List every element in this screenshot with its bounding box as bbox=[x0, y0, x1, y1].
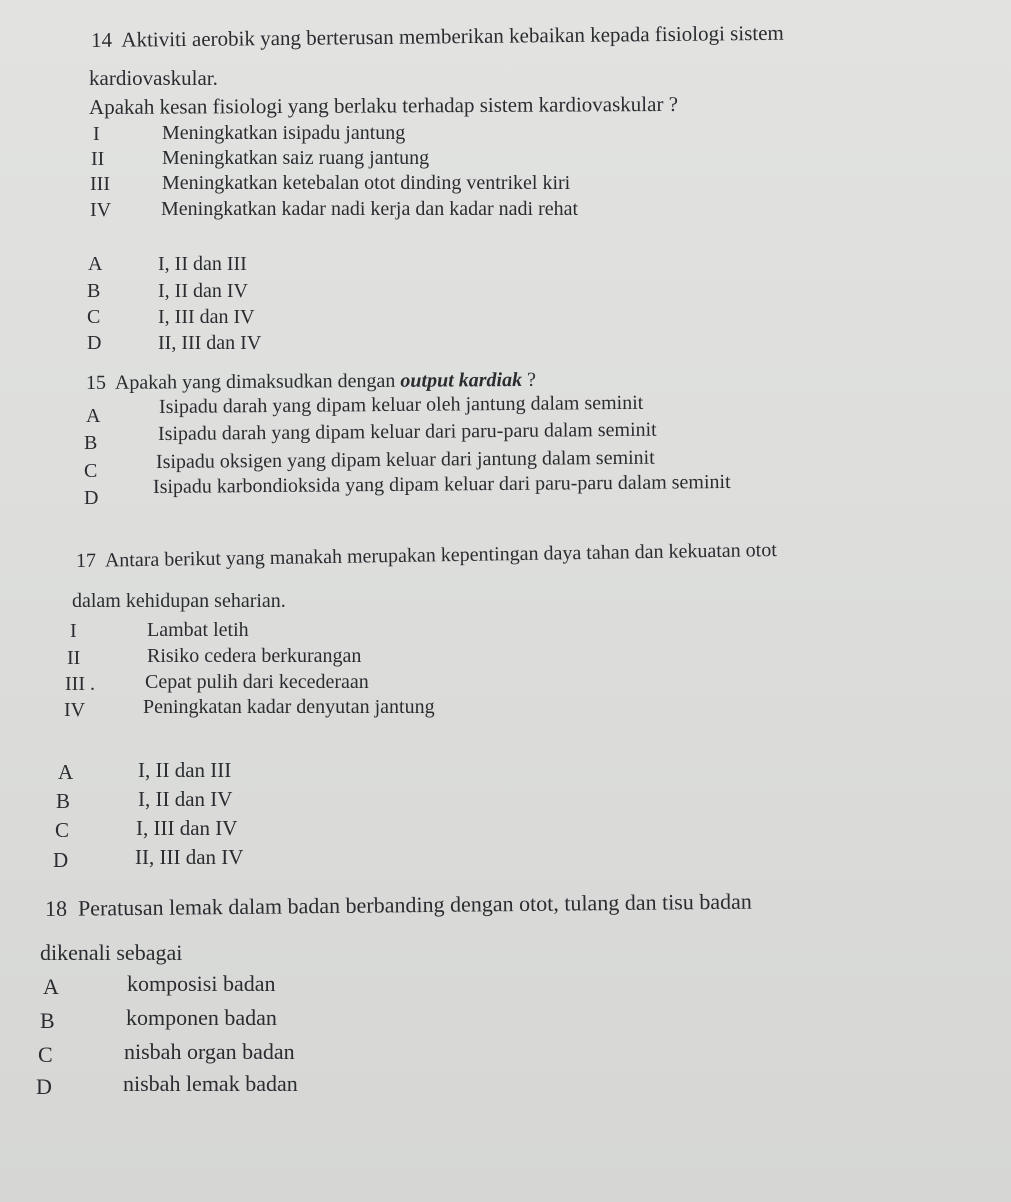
option-label: D bbox=[53, 848, 69, 872]
option-text: Isipadu darah yang dipam keluar dari paru-paru dalam seminit bbox=[157, 418, 657, 445]
option-text: I, II dan III bbox=[158, 253, 247, 275]
statement-label: II bbox=[91, 148, 105, 170]
question-14-stem-line-2: kardiovaskular. bbox=[89, 66, 218, 90]
question-stem-term: output kardiak bbox=[400, 368, 523, 392]
question-15-stem bbox=[86, 369, 536, 395]
option-label: B bbox=[40, 1008, 55, 1033]
question-stem-text: Aktiviti aerobik yang berterusan memberikan kebaikan kepada fisiologi sistem bbox=[121, 20, 784, 52]
statement-text: Risiko cedera berkurangan bbox=[147, 645, 362, 667]
option-label: A bbox=[58, 760, 74, 784]
question-17-stem-line-1 bbox=[76, 539, 777, 573]
question-18-stem-line-1 bbox=[45, 889, 752, 922]
question-18-stem-line-2: dikenali sebagai bbox=[40, 940, 183, 965]
question-stem-text: Apakah yang dimaksudkan dengan bbox=[114, 369, 401, 394]
question-stem-text: Peratusan lemak dalam badan berbanding dengan otot, tulang dan tisu badan bbox=[77, 888, 752, 921]
question-14-stem-line-3: Apakah kesan fisiologi yang berlaku terhadap sistem kardiovaskular ? bbox=[88, 91, 679, 119]
option-text: komposisi badan bbox=[127, 971, 276, 996]
option-text: Isipadu oksigen yang dipam keluar dari jantung dalam seminit bbox=[155, 446, 655, 473]
statement-label: II bbox=[67, 647, 81, 669]
statement-text: Cepat pulih dari kecederaan bbox=[145, 671, 369, 693]
question-17-stem-line-2: dalam kehidupan seharian. bbox=[72, 590, 286, 612]
option-text: komponen badan bbox=[126, 1005, 277, 1030]
option-label: D bbox=[84, 487, 99, 509]
statement-text: Meningkatkan ketebalan otot dinding ventrikel kiri bbox=[162, 172, 571, 194]
option-label: D bbox=[87, 332, 102, 354]
statement-label: III bbox=[90, 173, 110, 195]
statement-label: III . bbox=[65, 673, 95, 695]
option-label: C bbox=[38, 1042, 53, 1067]
statement-label: IV bbox=[90, 199, 112, 221]
option-text: II, III dan IV bbox=[158, 332, 262, 354]
option-label: A bbox=[88, 253, 103, 275]
question-number: 15 bbox=[85, 371, 107, 394]
option-text: I, II dan IV bbox=[138, 787, 233, 811]
option-label: C bbox=[87, 306, 101, 328]
question-number: 14 bbox=[90, 27, 113, 52]
option-text: nisbah lemak badan bbox=[123, 1071, 298, 1096]
option-text: II, III dan IV bbox=[135, 845, 244, 869]
statement-label: I bbox=[93, 123, 100, 145]
option-label: B bbox=[87, 280, 101, 302]
statement-text: Meningkatkan saiz ruang jantung bbox=[162, 147, 430, 169]
question-stem-text: Antara berikut yang manakah merupakan kepentingan daya tahan dan kekuatan otot bbox=[104, 538, 777, 572]
option-text: I, II dan III bbox=[138, 758, 232, 782]
option-label: A bbox=[43, 974, 59, 999]
question-number: 17 bbox=[75, 549, 97, 572]
option-text: I, II dan IV bbox=[158, 280, 248, 302]
option-label: C bbox=[55, 818, 70, 842]
option-label: B bbox=[84, 432, 98, 454]
statement-text: Peningkatan kadar denyutan jantung bbox=[143, 696, 435, 718]
option-text: I, III dan IV bbox=[158, 306, 255, 328]
question-stem-end: ? bbox=[522, 368, 537, 391]
option-text: I, III dan IV bbox=[136, 816, 238, 840]
statement-text: Lambat letih bbox=[147, 619, 249, 641]
option-text: Isipadu karbondioksida yang dipam keluar dari paru-paru dalam seminit bbox=[152, 470, 731, 498]
statement-text: Meningkatkan isipadu jantung bbox=[162, 122, 406, 144]
statement-label: IV bbox=[64, 699, 86, 721]
statement-text: Meningkatkan kadar nadi kerja dan kadar nadi rehat bbox=[161, 198, 579, 220]
option-label: A bbox=[86, 405, 101, 427]
question-number: 18 bbox=[44, 895, 68, 921]
statement-label: I bbox=[70, 620, 77, 642]
option-text: Isipadu darah yang dipam keluar oleh jantung dalam seminit bbox=[158, 391, 644, 418]
option-text: nisbah organ badan bbox=[124, 1039, 295, 1064]
option-label: C bbox=[84, 460, 98, 482]
option-label: D bbox=[36, 1074, 52, 1099]
question-14-stem-line-1 bbox=[91, 21, 784, 53]
option-label: B bbox=[56, 789, 71, 813]
